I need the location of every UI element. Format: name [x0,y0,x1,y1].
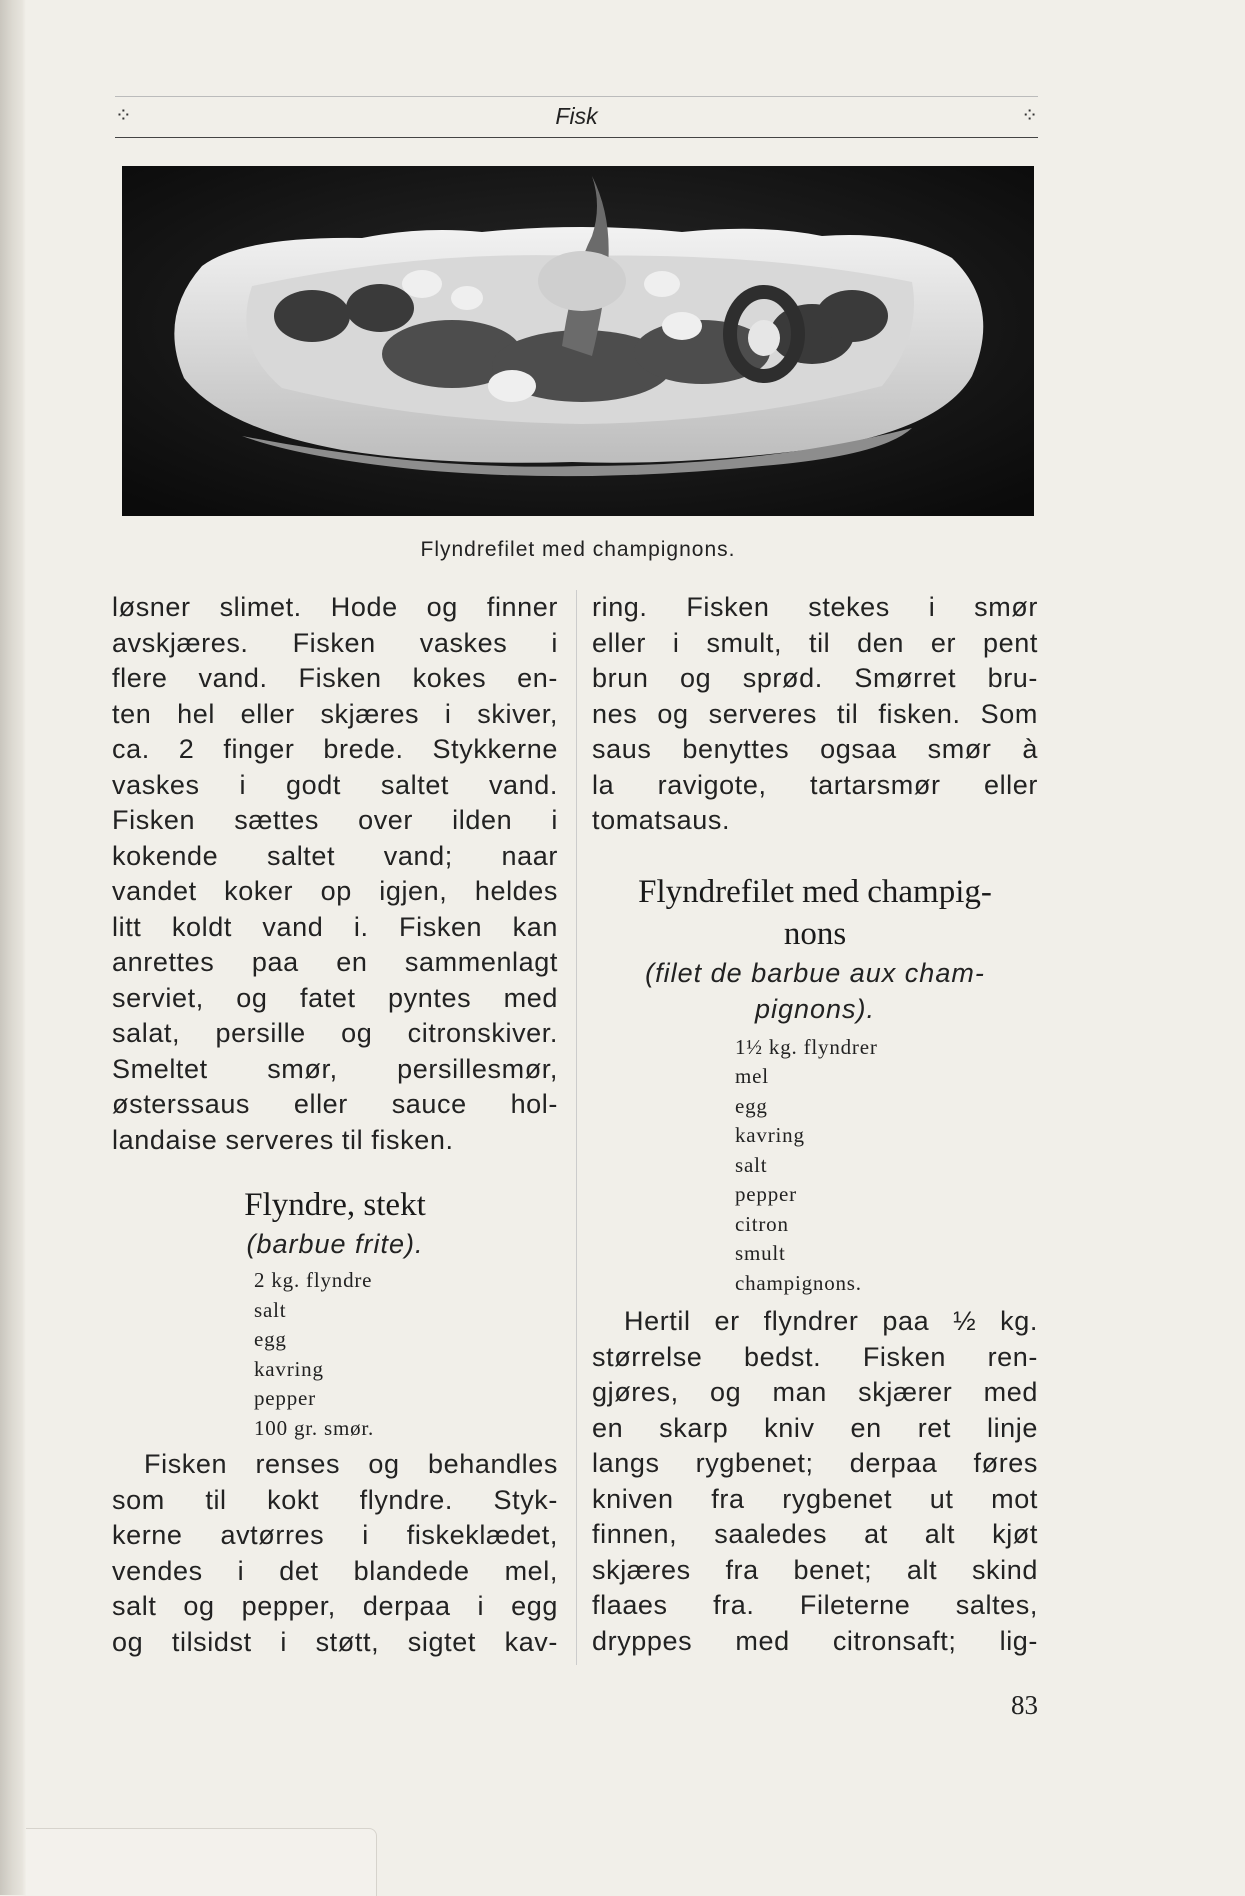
text-line: eller i smult, til den er pent [592,627,1038,658]
text-line: kerne avtørres i fiskeklædet, [112,1520,558,1550]
recipe-subtitle: (barbue frite). [246,1229,424,1259]
text-line: kokende saltet vand; naar [112,840,558,871]
ingredient: salt [254,1297,287,1322]
method-paragraph [592,1304,1038,1659]
text-line: vendes i det blandede mel, [112,1555,558,1586]
recipe-title: nons [783,915,847,952]
continued-paragraph [592,590,1038,839]
text-line: vandet koker op igjen, heldes [112,876,558,906]
ingredient: egg [254,1327,287,1351]
ingredient: salt [735,1152,768,1177]
ingredient-list [735,1033,1038,1299]
ingredient: smult [735,1241,786,1265]
ornament-left-icon: ⁘ [115,103,132,127]
intro-paragraph [112,590,558,1158]
text-line: løsner slimet. Hode og finner [112,592,558,622]
right-column [592,590,1038,1659]
recipe-subtitle: (filet de barbue aux cham- [645,957,985,988]
text-line: en skarp kniv en ret linje [592,1412,1038,1443]
text-line: flaaes fra. Fileterne saltes, [592,1590,1038,1620]
text-line: som til kokt flyndre. Styk- [112,1484,558,1515]
text-line: serviet, og fatet pyntes med [112,982,558,1013]
ingredient: pepper [254,1386,316,1410]
text-line: avskjæres. Fisken vaskes i [112,627,558,658]
ingredient: 1½ kg. flyndrer [735,1034,878,1059]
text-line: kniven fra rygbenet ut mot [592,1483,1038,1514]
text-line: og tilsidst i støtt, sigtet kav- [112,1626,558,1657]
text-line: nes og serveres til fisken. Som [592,698,1038,729]
recipe-subtitle: pignons). [754,993,876,1024]
ingredient: 100 gr. smør. [254,1415,375,1440]
recipe-title: Flyndrefilet med champig- [638,873,992,910]
text-line: størrelse bedst. Fisken ren- [592,1341,1038,1372]
ingredient: kavring [254,1356,324,1381]
ingredient: pepper [735,1182,797,1206]
text-line: Fisken sættes over ilden i [112,805,558,835]
text-line: finnen, saaledes at alt kjøt [592,1519,1038,1549]
text-line: tomatsaus. [592,805,731,835]
text-line: vaskes i godt saltet vand. [112,769,558,800]
text-line: ca. 2 finger brede. Stykkerne [112,734,558,764]
text-line: saus benyttes ogsaa smør à [592,734,1038,764]
text-line: skjæres fra benet; alt skind [592,1554,1038,1585]
text-line: salt og pepper, derpaa i egg [112,1591,558,1621]
text-line: gjøres, og man skjærer med [592,1377,1038,1407]
ingredient: 2 kg. flyndre [254,1268,373,1292]
text-line: flere vand. Fisken kokes en- [112,663,558,693]
header-title: Fisk [555,103,598,129]
ingredient: citron [735,1211,789,1236]
photo-caption: Flyndrefilet med champignons. [420,538,736,561]
ingredient: egg [735,1093,768,1118]
ornament-right-icon: ⁘ [1021,103,1038,127]
text-line: Smeltet smør, persillesmør, [112,1053,558,1084]
ingredient: champignons. [735,1270,862,1295]
method-paragraph [112,1447,558,1660]
text-line: salat, persille og citronskiver. [112,1018,558,1048]
ingredient: mel [735,1064,769,1088]
page-number: 83 [1011,1690,1038,1720]
text-line: anrettes paa en sammenlagt [112,947,558,977]
text-line: litt koldt vand i. Fisken kan [112,911,558,942]
dish-photo [122,166,1034,516]
left-column [112,590,558,1660]
ingredient-list [254,1266,558,1443]
text-line: ten hel eller skjæres i skiver, [112,698,558,729]
book-spine [0,0,26,1895]
text-line: Fisken renses og behandles [144,1449,558,1479]
recipe-title: Flyndre, stekt [244,1187,426,1223]
text-line: østerssaus eller sauce hol- [112,1089,558,1119]
text-line: landaise serveres til fisken. [112,1124,454,1155]
column-divider [576,590,577,1665]
running-header [115,96,1038,138]
text-line: Hertil er flyndrer paa ½ kg. [624,1306,1038,1336]
text-line: dryppes med citronsaft; lig- [592,1625,1038,1656]
page-tab [26,1828,377,1896]
text-line: la ravigote, tartarsmør eller [592,769,1038,800]
text-line: ring. Fisken stekes i smør [592,592,1038,622]
text-line: langs rygbenet; derpaa føres [592,1448,1038,1478]
ingredient: kavring [735,1123,805,1147]
text-line: brun og sprød. Smørret bru- [592,663,1038,693]
